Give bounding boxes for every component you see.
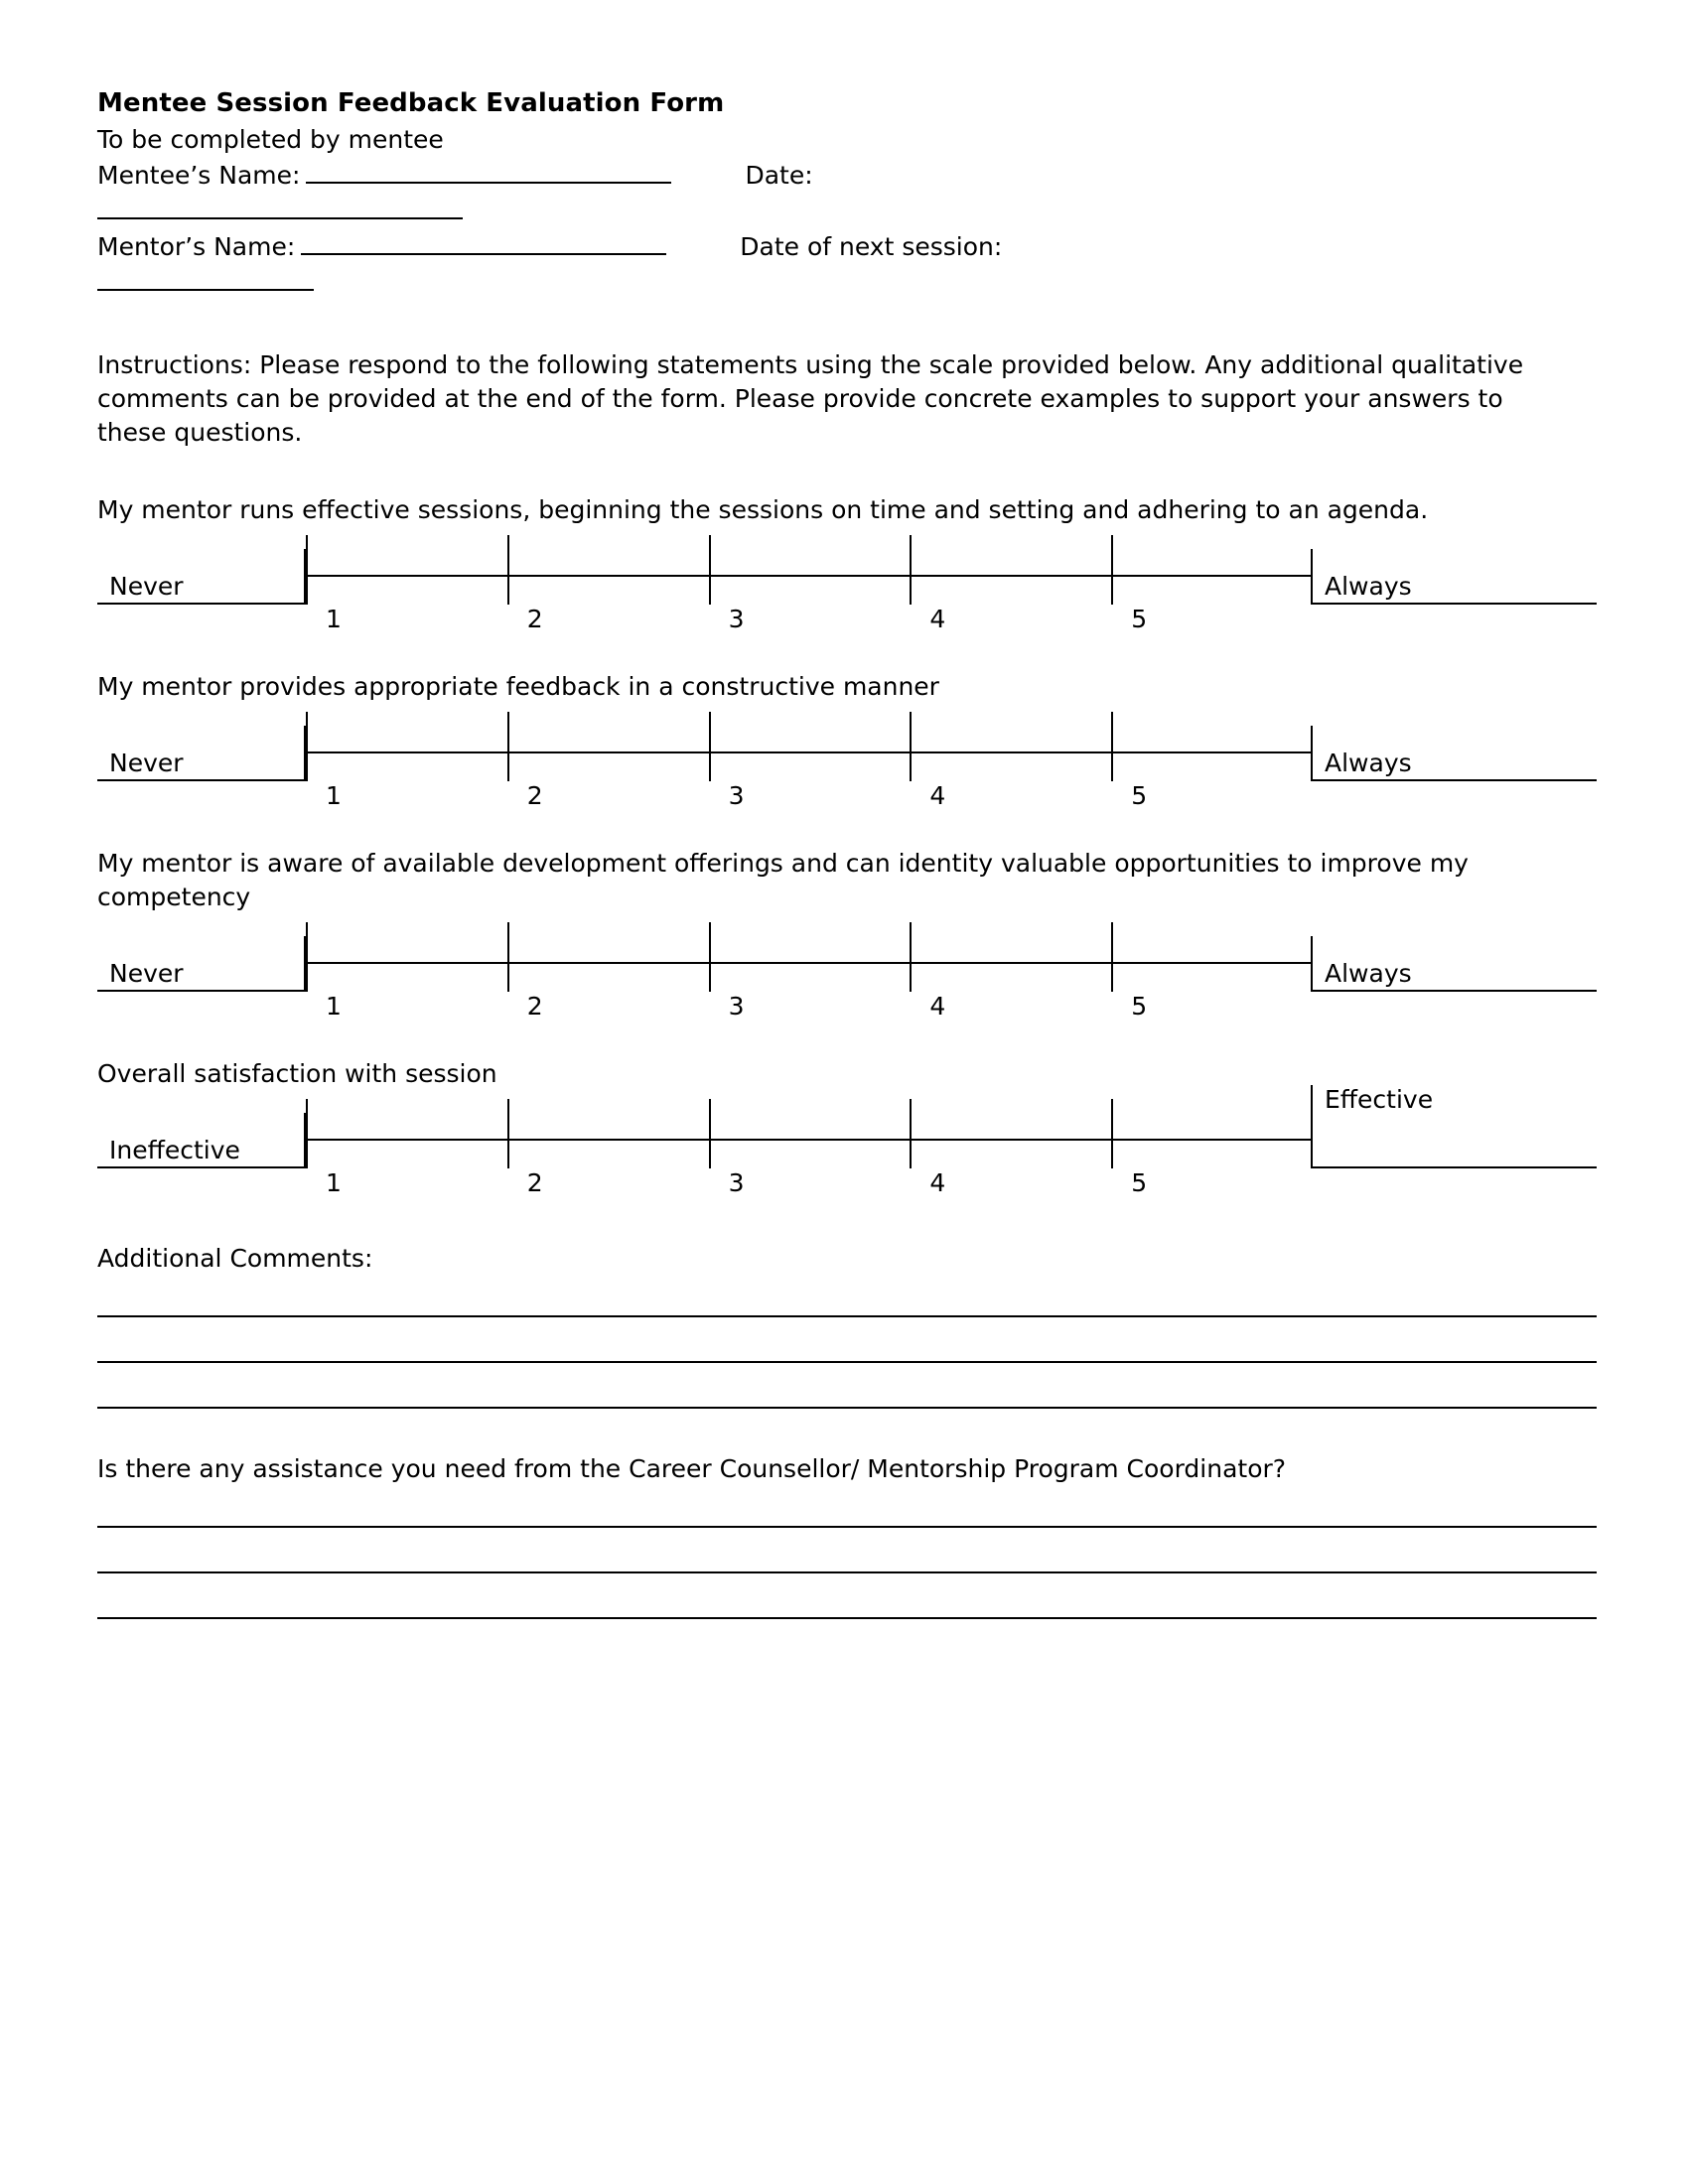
scale-tick[interactable] bbox=[306, 535, 308, 605]
scale-tick[interactable] bbox=[1111, 922, 1113, 992]
question-text: My mentor provides appropriate feedback in a constructive manner bbox=[97, 672, 939, 702]
scale-tick[interactable] bbox=[709, 1099, 711, 1168]
scale-high-anchor bbox=[1311, 936, 1597, 992]
scale-high-anchor-label: Always bbox=[1325, 959, 1412, 989]
mentee-name-input[interactable] bbox=[306, 156, 671, 184]
scale-tick-label[interactable]: 3 bbox=[728, 992, 745, 1022]
next-session-value-row bbox=[97, 263, 1617, 299]
scale-tick[interactable] bbox=[507, 712, 509, 781]
scale-low-anchor-label: Never bbox=[109, 749, 184, 778]
scale-tick[interactable] bbox=[709, 922, 711, 992]
scale-tick-label[interactable]: 5 bbox=[1131, 992, 1148, 1022]
mentee-name-label: Mentee’s Name: bbox=[97, 160, 301, 190]
scale-tick-label[interactable]: 5 bbox=[1131, 605, 1148, 634]
instructions-text: Instructions: Please respond to the following statements using the scale provided below. Any additional qualitative comments can be provided at the end of the form. Please provide concrete examples to support your answers to these questions. bbox=[97, 350, 1524, 448]
scale-high-anchor-label: Always bbox=[1325, 572, 1412, 602]
mentee-name-row bbox=[97, 156, 1617, 192]
scale-high-anchor bbox=[1311, 1085, 1597, 1168]
scale-tick-label[interactable]: 5 bbox=[1131, 1168, 1148, 1198]
scale-tick-label[interactable]: 5 bbox=[1131, 781, 1148, 811]
scale-tick-label[interactable]: 4 bbox=[929, 781, 946, 811]
scale-low-anchor bbox=[97, 1113, 306, 1168]
scale-axis-line bbox=[306, 962, 1313, 964]
scale-high-anchor bbox=[1311, 549, 1597, 605]
scale-low-anchor-label: Never bbox=[109, 959, 184, 989]
likert-scale[interactable] bbox=[97, 712, 1597, 811]
scale-low-anchor-label: Never bbox=[109, 572, 184, 602]
scale-tick[interactable] bbox=[709, 712, 711, 781]
scale-tick-label[interactable]: 2 bbox=[526, 605, 543, 634]
comment-line[interactable] bbox=[97, 1361, 1597, 1363]
likert-scale[interactable] bbox=[97, 922, 1597, 1022]
scale-tick[interactable] bbox=[1111, 535, 1113, 605]
scale-tick[interactable] bbox=[306, 1099, 308, 1168]
scale-tick-label[interactable]: 4 bbox=[929, 605, 946, 634]
page-title: Mentee Session Feedback Evaluation Form bbox=[97, 88, 725, 118]
scale-tick[interactable] bbox=[306, 712, 308, 781]
followup-line[interactable] bbox=[97, 1571, 1597, 1573]
question-list bbox=[97, 493, 1617, 1198]
scale-high-anchor bbox=[1311, 726, 1597, 781]
scale-tick[interactable] bbox=[507, 535, 509, 605]
scale-axis-line bbox=[306, 751, 1313, 753]
scale-tick-label[interactable]: 1 bbox=[326, 1168, 342, 1198]
scale-low-anchor-label: Ineffective bbox=[109, 1136, 240, 1165]
scale-tick-label[interactable]: 3 bbox=[728, 1168, 745, 1198]
question-text: My mentor runs effective sessions, beginning the sessions on time and setting and adhering to an agenda. bbox=[97, 495, 1429, 525]
scale-high-anchor-label: Always bbox=[1325, 749, 1412, 778]
question-text: Overall satisfaction with session bbox=[97, 1059, 497, 1089]
scale-tick[interactable] bbox=[306, 922, 308, 992]
scale-tick-label[interactable]: 3 bbox=[728, 781, 745, 811]
scale-low-anchor bbox=[97, 936, 306, 992]
scale-tick[interactable] bbox=[910, 535, 912, 605]
scale-tick-label[interactable]: 3 bbox=[728, 605, 745, 634]
scale-tick-label[interactable]: 2 bbox=[526, 1168, 543, 1198]
scale-tick[interactable] bbox=[709, 535, 711, 605]
scale-tick[interactable] bbox=[1111, 1099, 1113, 1168]
additional-comments-label: Additional Comments: bbox=[97, 1244, 373, 1274]
likert-scale[interactable] bbox=[97, 1085, 1597, 1198]
scale-tick-label[interactable]: 4 bbox=[929, 1168, 946, 1198]
mentor-name-label: Mentor’s Name: bbox=[97, 231, 296, 261]
scale-tick[interactable] bbox=[1111, 712, 1113, 781]
date-value-row bbox=[97, 192, 1617, 227]
scale-low-anchor bbox=[97, 726, 306, 781]
scale-low-anchor bbox=[97, 549, 306, 605]
question-block bbox=[97, 670, 1617, 811]
page-subtitle: To be completed by mentee bbox=[97, 124, 444, 154]
additional-comments-lines bbox=[97, 1315, 1597, 1409]
date-input[interactable] bbox=[97, 192, 463, 219]
followup-line[interactable] bbox=[97, 1526, 1597, 1528]
scale-tick-label[interactable]: 2 bbox=[526, 781, 543, 811]
question-text: My mentor is aware of available development offerings and can identity valuable opportunities to improve my competency bbox=[97, 849, 1469, 912]
scale-tick[interactable] bbox=[910, 922, 912, 992]
date-label: Date: bbox=[745, 160, 813, 190]
scale-axis-line bbox=[306, 575, 1313, 577]
scale-tick-label[interactable]: 1 bbox=[326, 781, 342, 811]
scale-tick-label[interactable]: 1 bbox=[326, 605, 342, 634]
next-session-label: Date of next session: bbox=[740, 231, 1003, 261]
scale-high-anchor-label: Effective bbox=[1325, 1085, 1434, 1115]
question-block bbox=[97, 847, 1617, 1022]
likert-scale[interactable] bbox=[97, 535, 1597, 634]
mentor-name-input[interactable] bbox=[301, 227, 666, 255]
comment-line[interactable] bbox=[97, 1407, 1597, 1409]
scale-tick-label[interactable]: 2 bbox=[526, 992, 543, 1022]
followup-line[interactable] bbox=[97, 1617, 1597, 1619]
question-block bbox=[97, 493, 1617, 634]
question-block bbox=[97, 1057, 1617, 1198]
scale-tick[interactable] bbox=[507, 922, 509, 992]
scale-tick[interactable] bbox=[910, 712, 912, 781]
mentor-name-row bbox=[97, 227, 1617, 263]
followup-answer-lines bbox=[97, 1526, 1597, 1619]
scale-tick[interactable] bbox=[507, 1099, 509, 1168]
followup-question: Is there any assistance you need from the Career Counsellor/ Mentorship Program Coordinator? bbox=[97, 1454, 1287, 1484]
comment-line[interactable] bbox=[97, 1315, 1597, 1317]
scale-axis-line bbox=[306, 1139, 1313, 1141]
next-session-input[interactable] bbox=[97, 263, 314, 291]
scale-tick[interactable] bbox=[910, 1099, 912, 1168]
scale-tick-label[interactable]: 4 bbox=[929, 992, 946, 1022]
scale-tick-label[interactable]: 1 bbox=[326, 992, 342, 1022]
